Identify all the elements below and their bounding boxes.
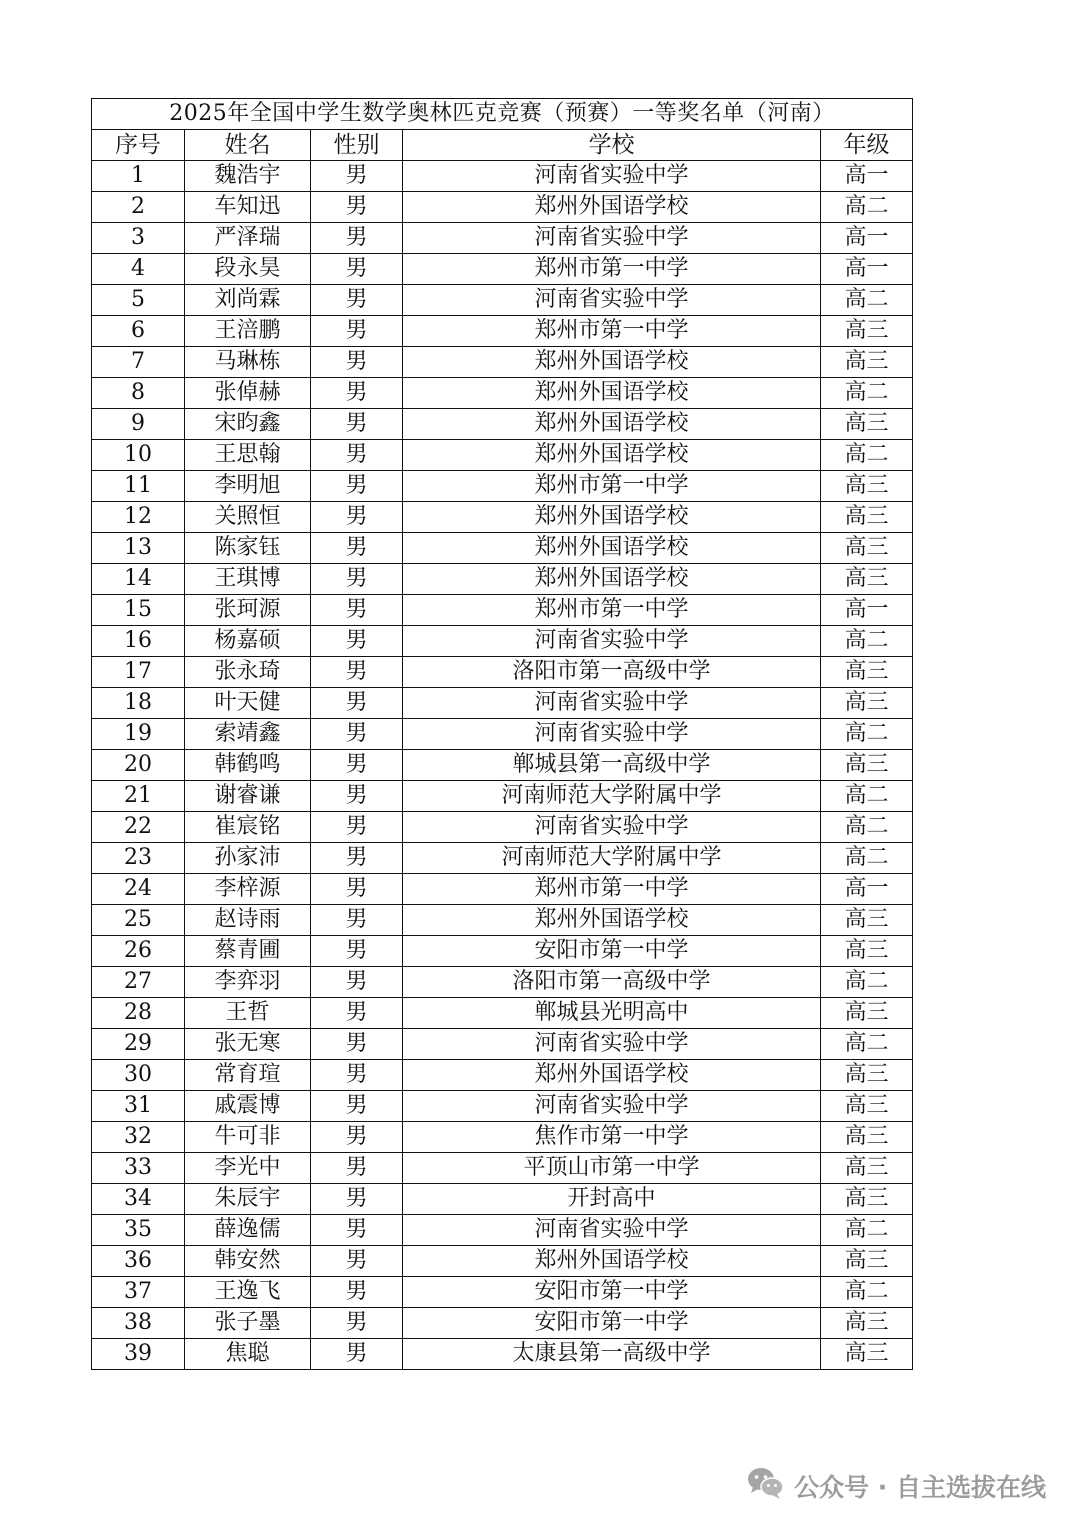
- cell-gender: 男: [311, 440, 403, 471]
- cell-number: 35: [92, 1215, 185, 1246]
- cell-gender: 男: [311, 1246, 403, 1277]
- cell-school: 郑州外国语学校: [403, 378, 821, 409]
- cell-gender: 男: [311, 688, 403, 719]
- cell-gender: 男: [311, 595, 403, 626]
- cell-gender: 男: [311, 533, 403, 564]
- cell-gender: 男: [311, 874, 403, 905]
- cell-grade: 高二: [821, 812, 913, 843]
- cell-number: 2: [92, 192, 185, 223]
- cell-school: 郑州市第一中学: [403, 254, 821, 285]
- cell-school: 河南省实验中学: [403, 223, 821, 254]
- cell-gender: 男: [311, 750, 403, 781]
- cell-name: 张无寒: [185, 1029, 311, 1060]
- cell-number: 17: [92, 657, 185, 688]
- table-row: [92, 1122, 913, 1153]
- cell-name: 赵诗雨: [185, 905, 311, 936]
- cell-gender: 男: [311, 719, 403, 750]
- cell-school: 焦作市第一中学: [403, 1122, 821, 1153]
- table-row: [92, 998, 913, 1029]
- table-body: [92, 161, 913, 1370]
- cell-gender: 男: [311, 1091, 403, 1122]
- column-header-gender: 性别: [311, 130, 403, 161]
- cell-school: 河南省实验中学: [403, 812, 821, 843]
- cell-name: 李明旭: [185, 471, 311, 502]
- cell-number: 21: [92, 781, 185, 812]
- cell-school: 郑州外国语学校: [403, 347, 821, 378]
- table-row: [92, 1091, 913, 1122]
- cell-grade: 高三: [821, 1060, 913, 1091]
- cell-grade: 高三: [821, 347, 913, 378]
- cell-gender: 男: [311, 285, 403, 316]
- cell-number: 29: [92, 1029, 185, 1060]
- cell-gender: 男: [311, 1122, 403, 1153]
- cell-name: 常育瑄: [185, 1060, 311, 1091]
- cell-school: 郑州外国语学校: [403, 533, 821, 564]
- cell-school: 郑州市第一中学: [403, 874, 821, 905]
- table-row: [92, 1153, 913, 1184]
- cell-grade: 高三: [821, 502, 913, 533]
- table-title: 2025年全国中学生数学奥林匹克竞赛（预赛）一等奖名单（河南）: [92, 99, 913, 130]
- cell-grade: 高三: [821, 409, 913, 440]
- cell-grade: 高二: [821, 719, 913, 750]
- cell-gender: 男: [311, 316, 403, 347]
- cell-name: 张子墨: [185, 1308, 311, 1339]
- cell-grade: 高二: [821, 192, 913, 223]
- cell-number: 28: [92, 998, 185, 1029]
- cell-grade: 高三: [821, 564, 913, 595]
- cell-grade: 高三: [821, 657, 913, 688]
- cell-name: 韩安然: [185, 1246, 311, 1277]
- cell-school: 郑州外国语学校: [403, 440, 821, 471]
- table-row: [92, 1060, 913, 1091]
- cell-number: 4: [92, 254, 185, 285]
- table-row: [92, 812, 913, 843]
- cell-grade: 高三: [821, 1246, 913, 1277]
- cell-name: 魏浩宇: [185, 161, 311, 192]
- cell-grade: 高二: [821, 440, 913, 471]
- cell-gender: 男: [311, 626, 403, 657]
- table-row: [92, 967, 913, 998]
- cell-school: 郑州外国语学校: [403, 1246, 821, 1277]
- cell-number: 5: [92, 285, 185, 316]
- cell-number: 12: [92, 502, 185, 533]
- cell-school: 安阳市第一中学: [403, 1277, 821, 1308]
- table-row: [92, 874, 913, 905]
- table-row: [92, 192, 913, 223]
- cell-name: 戚震博: [185, 1091, 311, 1122]
- cell-name: 谢睿谦: [185, 781, 311, 812]
- cell-grade: 高二: [821, 843, 913, 874]
- cell-number: 18: [92, 688, 185, 719]
- cell-name: 焦聪: [185, 1339, 311, 1370]
- cell-grade: 高三: [821, 905, 913, 936]
- cell-gender: 男: [311, 1029, 403, 1060]
- cell-school: 太康县第一高级中学: [403, 1339, 821, 1370]
- cell-name: 王哲: [185, 998, 311, 1029]
- cell-school: 开封高中: [403, 1184, 821, 1215]
- table-row: [92, 254, 913, 285]
- cell-gender: 男: [311, 471, 403, 502]
- cell-grade: 高三: [821, 316, 913, 347]
- cell-grade: 高一: [821, 161, 913, 192]
- cell-name: 王涪鹏: [185, 316, 311, 347]
- cell-grade: 高二: [821, 285, 913, 316]
- cell-number: 6: [92, 316, 185, 347]
- cell-gender: 男: [311, 192, 403, 223]
- cell-school: 河南师范大学附属中学: [403, 781, 821, 812]
- cell-name: 韩鹤鸣: [185, 750, 311, 781]
- cell-school: 河南省实验中学: [403, 1215, 821, 1246]
- table-row: [92, 1339, 913, 1370]
- cell-name: 王思翰: [185, 440, 311, 471]
- cell-name: 严泽瑞: [185, 223, 311, 254]
- cell-school: 河南省实验中学: [403, 626, 821, 657]
- cell-grade: 高二: [821, 1029, 913, 1060]
- cell-number: 3: [92, 223, 185, 254]
- cell-grade: 高二: [821, 1277, 913, 1308]
- cell-name: 段永昊: [185, 254, 311, 285]
- cell-name: 李光中: [185, 1153, 311, 1184]
- cell-gender: 男: [311, 1308, 403, 1339]
- cell-name: 叶天健: [185, 688, 311, 719]
- cell-school: 郸城县光明高中: [403, 998, 821, 1029]
- cell-gender: 男: [311, 1184, 403, 1215]
- cell-grade: 高二: [821, 626, 913, 657]
- cell-gender: 男: [311, 378, 403, 409]
- watermark: [746, 1466, 1046, 1506]
- cell-number: 16: [92, 626, 185, 657]
- cell-name: 张永琦: [185, 657, 311, 688]
- cell-school: 河南省实验中学: [403, 1029, 821, 1060]
- cell-gender: 男: [311, 936, 403, 967]
- table-row: [92, 285, 913, 316]
- cell-grade: 高一: [821, 874, 913, 905]
- cell-grade: 高三: [821, 1308, 913, 1339]
- cell-number: 25: [92, 905, 185, 936]
- cell-school: 郑州外国语学校: [403, 1060, 821, 1091]
- cell-number: 1: [92, 161, 185, 192]
- watermark-text: 公众号 · 自主选拔在线: [794, 1473, 1046, 1502]
- table-row: [92, 471, 913, 502]
- cell-gender: 男: [311, 1153, 403, 1184]
- cell-grade: 高一: [821, 223, 913, 254]
- cell-grade: 高二: [821, 1215, 913, 1246]
- cell-gender: 男: [311, 812, 403, 843]
- cell-gender: 男: [311, 967, 403, 998]
- cell-school: 郑州外国语学校: [403, 502, 821, 533]
- cell-grade: 高三: [821, 688, 913, 719]
- cell-name: 张倬赫: [185, 378, 311, 409]
- cell-school: 郑州外国语学校: [403, 905, 821, 936]
- cell-school: 郑州外国语学校: [403, 409, 821, 440]
- table-title-row: [92, 99, 913, 130]
- cell-school: 洛阳市第一高级中学: [403, 657, 821, 688]
- cell-grade: 高三: [821, 1184, 913, 1215]
- cell-number: 24: [92, 874, 185, 905]
- cell-grade: 高三: [821, 998, 913, 1029]
- cell-number: 19: [92, 719, 185, 750]
- cell-number: 38: [92, 1308, 185, 1339]
- table-row: [92, 378, 913, 409]
- award-list-table: [91, 98, 913, 1370]
- cell-school: 郑州市第一中学: [403, 595, 821, 626]
- cell-grade: 高一: [821, 595, 913, 626]
- cell-gender: 男: [311, 781, 403, 812]
- cell-grade: 高三: [821, 1091, 913, 1122]
- table-row: [92, 1029, 913, 1060]
- cell-gender: 男: [311, 998, 403, 1029]
- table-row: [92, 409, 913, 440]
- cell-number: 36: [92, 1246, 185, 1277]
- column-header-name: 姓名: [185, 130, 311, 161]
- cell-number: 11: [92, 471, 185, 502]
- cell-school: 河南师范大学附属中学: [403, 843, 821, 874]
- cell-number: 30: [92, 1060, 185, 1091]
- cell-school: 郸城县第一高级中学: [403, 750, 821, 781]
- cell-school: 安阳市第一中学: [403, 1308, 821, 1339]
- cell-school: 平顶山市第一中学: [403, 1153, 821, 1184]
- cell-grade: 高三: [821, 533, 913, 564]
- cell-grade: 高三: [821, 936, 913, 967]
- cell-name: 牛可非: [185, 1122, 311, 1153]
- cell-gender: 男: [311, 409, 403, 440]
- cell-gender: 男: [311, 223, 403, 254]
- cell-name: 刘尚霖: [185, 285, 311, 316]
- cell-gender: 男: [311, 347, 403, 378]
- cell-grade: 高一: [821, 254, 913, 285]
- cell-school: 安阳市第一中学: [403, 936, 821, 967]
- cell-name: 马琳栋: [185, 347, 311, 378]
- cell-school: 河南省实验中学: [403, 688, 821, 719]
- table-row: [92, 657, 913, 688]
- table-row: [92, 626, 913, 657]
- cell-number: 7: [92, 347, 185, 378]
- cell-number: 15: [92, 595, 185, 626]
- cell-name: 李弈羽: [185, 967, 311, 998]
- cell-grade: 高三: [821, 750, 913, 781]
- wechat-icon: [746, 1466, 784, 1506]
- cell-school: 洛阳市第一高级中学: [403, 967, 821, 998]
- table-row: [92, 1184, 913, 1215]
- cell-gender: 男: [311, 905, 403, 936]
- table-row: [92, 1277, 913, 1308]
- table-row: [92, 750, 913, 781]
- table-row: [92, 905, 913, 936]
- cell-number: 27: [92, 967, 185, 998]
- cell-name: 杨嘉硕: [185, 626, 311, 657]
- table-row: [92, 719, 913, 750]
- cell-name: 薛逸儒: [185, 1215, 311, 1246]
- cell-name: 宋昀鑫: [185, 409, 311, 440]
- cell-school: 河南省实验中学: [403, 285, 821, 316]
- cell-school: 郑州外国语学校: [403, 192, 821, 223]
- cell-number: 9: [92, 409, 185, 440]
- cell-school: 河南省实验中学: [403, 1091, 821, 1122]
- table-row: [92, 1215, 913, 1246]
- table-row: [92, 564, 913, 595]
- cell-grade: 高三: [821, 1122, 913, 1153]
- cell-school: 郑州外国语学校: [403, 564, 821, 595]
- table-row: [92, 688, 913, 719]
- cell-number: 10: [92, 440, 185, 471]
- cell-name: 孙家沛: [185, 843, 311, 874]
- cell-number: 33: [92, 1153, 185, 1184]
- cell-number: 39: [92, 1339, 185, 1370]
- cell-gender: 男: [311, 254, 403, 285]
- cell-grade: 高三: [821, 1153, 913, 1184]
- cell-number: 37: [92, 1277, 185, 1308]
- cell-gender: 男: [311, 161, 403, 192]
- cell-name: 车知迅: [185, 192, 311, 223]
- cell-name: 关照恒: [185, 502, 311, 533]
- table-row: [92, 347, 913, 378]
- cell-name: 陈家钰: [185, 533, 311, 564]
- cell-school: 郑州市第一中学: [403, 471, 821, 502]
- cell-name: 崔宸铭: [185, 812, 311, 843]
- cell-name: 李梓源: [185, 874, 311, 905]
- table-row: [92, 440, 913, 471]
- table-row: [92, 533, 913, 564]
- cell-grade: 高二: [821, 378, 913, 409]
- column-header-school: 学校: [403, 130, 821, 161]
- cell-grade: 高二: [821, 967, 913, 998]
- cell-school: 河南省实验中学: [403, 719, 821, 750]
- cell-gender: 男: [311, 502, 403, 533]
- table-row: [92, 936, 913, 967]
- cell-number: 14: [92, 564, 185, 595]
- cell-number: 13: [92, 533, 185, 564]
- cell-number: 26: [92, 936, 185, 967]
- table-row: [92, 161, 913, 192]
- cell-grade: 高三: [821, 471, 913, 502]
- cell-school: 郑州市第一中学: [403, 316, 821, 347]
- cell-number: 32: [92, 1122, 185, 1153]
- table-row: [92, 502, 913, 533]
- cell-number: 31: [92, 1091, 185, 1122]
- table-row: [92, 1246, 913, 1277]
- cell-gender: 男: [311, 1277, 403, 1308]
- cell-gender: 男: [311, 564, 403, 595]
- table-row: [92, 595, 913, 626]
- cell-grade: 高二: [821, 781, 913, 812]
- cell-name: 王逸飞: [185, 1277, 311, 1308]
- table-header-row: [92, 130, 913, 161]
- cell-name: 王琪博: [185, 564, 311, 595]
- column-header-grade: 年级: [821, 130, 913, 161]
- table-row: [92, 843, 913, 874]
- cell-number: 34: [92, 1184, 185, 1215]
- cell-gender: 男: [311, 1215, 403, 1246]
- table-row: [92, 1308, 913, 1339]
- cell-gender: 男: [311, 1060, 403, 1091]
- cell-number: 22: [92, 812, 185, 843]
- cell-name: 蔡青圃: [185, 936, 311, 967]
- cell-gender: 男: [311, 843, 403, 874]
- cell-name: 索靖鑫: [185, 719, 311, 750]
- cell-number: 20: [92, 750, 185, 781]
- cell-gender: 男: [311, 1339, 403, 1370]
- cell-school: 河南省实验中学: [403, 161, 821, 192]
- table-row: [92, 781, 913, 812]
- table-row: [92, 316, 913, 347]
- cell-name: 朱辰宇: [185, 1184, 311, 1215]
- column-header-number: 序号: [92, 130, 185, 161]
- cell-grade: 高三: [821, 1339, 913, 1370]
- table-row: [92, 223, 913, 254]
- cell-number: 23: [92, 843, 185, 874]
- cell-gender: 男: [311, 657, 403, 688]
- cell-number: 8: [92, 378, 185, 409]
- cell-name: 张珂源: [185, 595, 311, 626]
